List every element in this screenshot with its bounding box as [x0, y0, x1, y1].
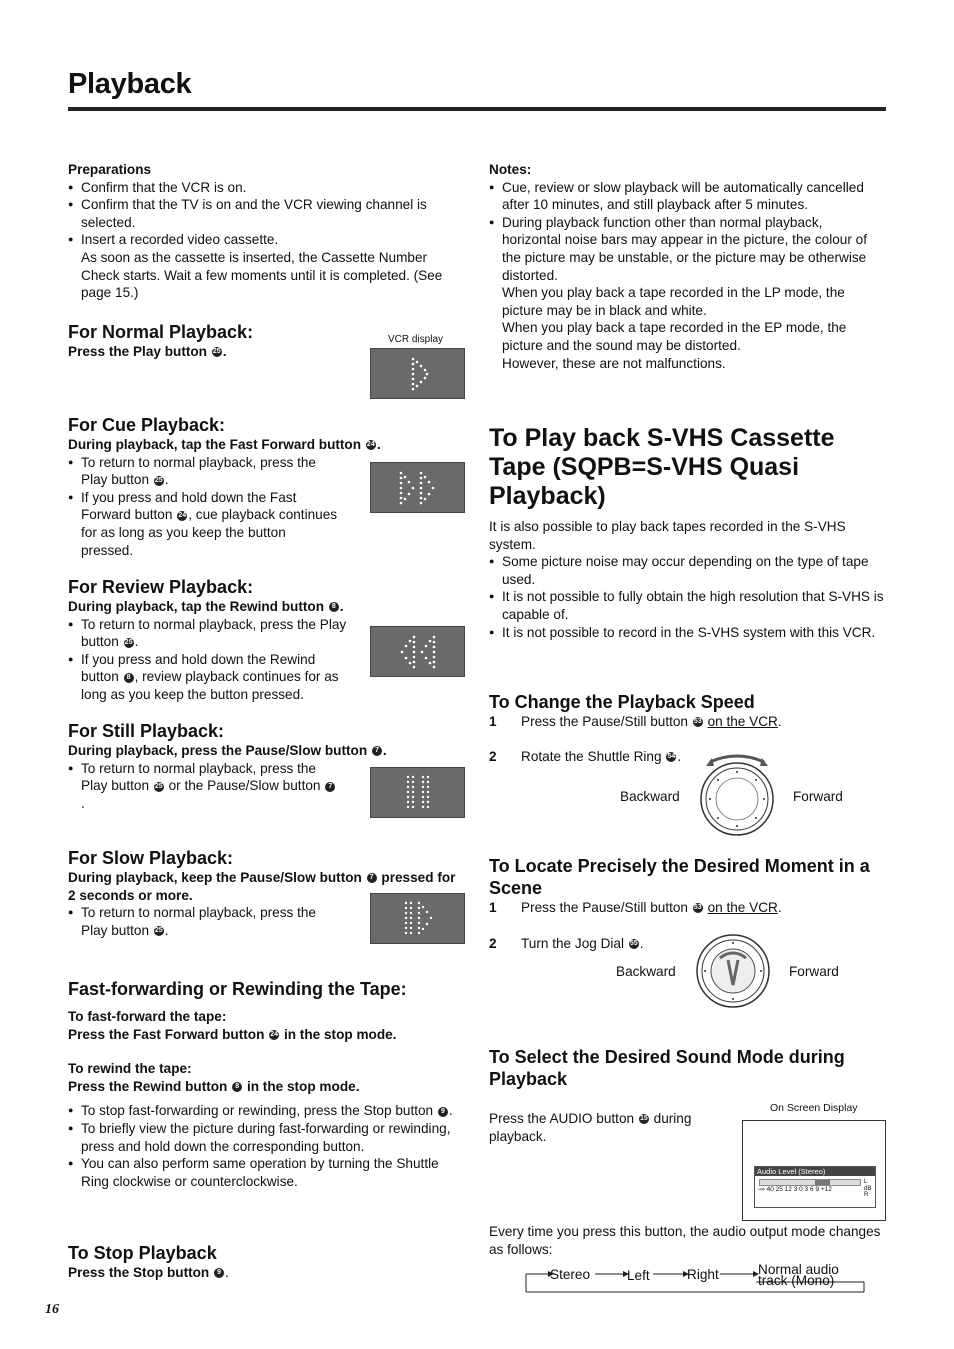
ff-instruction-end: in the stop mode.: [283, 1026, 397, 1042]
mode-left: Left: [627, 1268, 650, 1283]
button-number-icon: 8: [124, 673, 134, 683]
speed-backward-label: Backward: [620, 789, 680, 804]
locate-heading: To Locate Precisely the Desired Moment in a Scene: [489, 856, 870, 898]
button-number-icon: 7: [367, 873, 377, 883]
ff-bullet-3: ● You can also perform same operation by turning the Shuttle Ring clockwise or counterclockwise.: [68, 1155, 468, 1190]
mode-stereo: Stereo: [550, 1267, 591, 1282]
button-number-icon: 25: [124, 638, 133, 646]
cue-bullet-2: If you press and hold down the Fast Forward button: [81, 489, 297, 523]
slow-instruction-a: During playback, keep the Pause/Slow button: [68, 870, 362, 885]
stop-section: To Stop Playback Press the Stop button 9 .: [68, 1242, 448, 1282]
prep-item: ● Confirm that the TV is on and the VCR viewing channel is selected.: [68, 196, 463, 231]
mode-normal-mono: Normal audio track (Mono): [758, 1262, 839, 1288]
still-display-icon: [370, 767, 465, 818]
prep-note: As soon as the cassette is inserted, the Cassette Number Check starts. Wait a few moments until it is completed. (See page 15.): [81, 249, 443, 301]
step-number: 1: [489, 714, 497, 729]
button-number-icon: 55: [629, 940, 638, 947]
step-number: 2: [489, 935, 497, 951]
button-number-icon: 24: [270, 1031, 279, 1038]
page-number: 16: [45, 1302, 59, 1317]
sound-cycle-text: Every time you press this button, the audio output mode changes as follows:: [489, 1224, 881, 1257]
review-bullet-1: To return to normal playback, press the Play button: [81, 616, 347, 650]
audio-level-meter: [759, 1179, 861, 1186]
locate-step-2: Turn the Jog Dial: [521, 935, 625, 951]
button-number-icon: 8: [329, 602, 339, 612]
ff-rewind-section: Fast-forwarding or Rewinding the Tape: To fast-forward the tape: Press the Fast Forward button 24 in the stop mode. To rewind the tape: Press the Rewind button 8 in the stop mode. ● To stop fast-forwarding or rewinding, press the Stop button 9 . ● To briefly view the picture during fast-forwarding or rewinding, press and hold down the corresponding button. ● You can also perform same operation by turning the Shuttle Ring clockwise or counterclockwise.: [68, 978, 468, 1190]
review-instruction: During playback, tap the Rewind button: [68, 599, 325, 614]
audio-level-title: Audio Level (Stereo): [755, 1167, 875, 1176]
button-number-icon: 25: [154, 782, 163, 790]
button-number-icon: 25: [212, 348, 221, 356]
cue-display-icon: [370, 462, 465, 513]
audio-level-scale: -∞ 40 25 12 3 0 3 6 9 +12: [758, 1186, 832, 1193]
ff-bullet-1: To stop fast-forwarding or rewinding, press the Stop button: [81, 1103, 434, 1119]
preparations-section: [68, 161, 463, 302]
note-item: ● Cue, review or slow playback will be automatically cancelled after 10 minutes, and still playback after 5 minutes.: [489, 179, 884, 214]
speed-step-1-vcr: on the VCR: [707, 714, 778, 729]
vcr-display-caption: VCR display: [388, 334, 444, 345]
button-number-icon: 15: [639, 1115, 648, 1123]
svhs-item: ● It is not possible to fully obtain the high resolution that S-VHS is capable of.: [489, 588, 884, 623]
audio-level-box: [754, 1166, 876, 1208]
shuttle-ring-icon: [692, 748, 782, 838]
still-instruction: During playback, press the Pause/Slow button: [68, 743, 368, 758]
cue-heading: For Cue Playback:: [68, 415, 226, 435]
slow-playback-section: For Slow Playback: During playback, keep the Pause/Slow button 7 pressed for 2 seconds or more. ● To return to normal playback, press the Play button 25 .: [68, 847, 463, 939]
jog-backward-label: Backward: [616, 964, 676, 979]
sound-section: [489, 1046, 884, 1090]
jog-dial-icon: [688, 930, 778, 1010]
mode-right: Right: [687, 1267, 719, 1282]
jog-forward-label: Forward: [789, 964, 839, 979]
slow-instruction-b: pressed for 2 seconds or more.: [68, 870, 456, 903]
stop-heading: To Stop Playback: [68, 1243, 217, 1263]
note-item: ● During playback function other than normal playback, horizontal noise bars may appear in the picture, the colour of the picture may be unstable, or the picture may be otherwise distorted.: [489, 214, 884, 284]
speed-heading: To Change the Playback Speed: [489, 692, 755, 712]
svhs-intro: It is also possible to play back tapes recorded in the S-VHS system.: [489, 519, 846, 552]
note-extra: When you play back a tape recorded in the LP mode, the picture may be in black and white.: [502, 285, 845, 318]
sound-instruction-b: during playback.: [489, 1111, 692, 1144]
button-number-icon: 8: [232, 1082, 242, 1092]
cue-bullet-2-end: , cue playback continues for as long as you keep the button pressed.: [81, 507, 338, 558]
button-number-icon: 24: [366, 441, 375, 449]
step-number: 1: [489, 900, 497, 915]
svhs-heading: To Play back S-VHS Cassette Tape (SQPB=S-VHS Quasi Playback): [489, 424, 835, 510]
page-title: Playback: [68, 68, 192, 100]
still-bullet-1: To return to normal playback, press the Play button: [81, 760, 316, 794]
locate-step-1: Press the Pause/Still button: [521, 900, 688, 915]
cue-instruction: During playback, tap the Fast Forward button: [68, 437, 362, 452]
button-number-icon: 53: [693, 718, 702, 726]
button-number-icon: 25: [154, 927, 163, 935]
ff-instruction: Press the Fast Forward button: [68, 1026, 265, 1042]
sound-heading: To Select the Desired Sound Mode during Playback: [489, 1047, 845, 1089]
speed-forward-label: Forward: [793, 789, 843, 804]
button-number-icon: 7: [372, 746, 382, 756]
title-rule: [68, 107, 886, 111]
review-heading: For Review Playback:: [68, 577, 254, 597]
stop-instruction: Press the Stop button: [68, 1265, 210, 1280]
review-playback-section: For Review Playback: During playback, tap the Rewind button 8 . ● To return to normal playback, press the Play button 25 . ● If you press and hold down the Rewind button 8 , review playback continues for as long as you keep the button pressed.: [68, 576, 413, 704]
ff-sub-heading: To fast-forward the tape:: [68, 1009, 227, 1024]
step-number: 2: [489, 748, 497, 764]
button-number-icon: 24: [178, 511, 187, 519]
locate-step-1-vcr: on the VCR: [707, 900, 778, 915]
speed-step-2: Rotate the Shuttle Ring: [521, 748, 662, 764]
slow-heading: For Slow Playback:: [68, 848, 234, 868]
preparations-heading: Preparations: [68, 162, 152, 177]
notes-section: [489, 161, 884, 372]
speed-section: To Change the Playback Speed 1 Press the Pause/Still button 53 on the VCR. 2 Rotate the Shuttle Ring 54 .: [489, 691, 884, 765]
review-display-icon: [370, 626, 465, 677]
button-number-icon: 54: [667, 753, 676, 760]
svhs-item: ● It is not possible to record in the S-VHS system with this VCR.: [489, 624, 884, 642]
cue-playback-section: For Cue Playback: During playback, tap the Fast Forward button 24 . ● To return to normal playback, press the Play button 25 . ● If you press and hold down the Fast Forward button 24 , cue playback continues for as long as you keep the button pressed.: [68, 414, 413, 559]
normal-instruction: Press the Play button: [68, 344, 207, 359]
ff-heading: Fast-forwarding or Rewinding the Tape:: [68, 979, 407, 999]
note-extra: When you play back a tape recorded in the EP mode, the picture and the sound may be distorted.: [502, 320, 847, 353]
on-screen-display: [742, 1120, 886, 1221]
still-playback-section: For Still Playback: During playback, press the Pause/Slow button 7 . ● To return to normal playback, press the Play button 25 or the Pause/Slow button 7.: [68, 720, 413, 812]
speed-step-1: Press the Pause/Still button: [521, 714, 688, 729]
svhs-section: [489, 424, 884, 641]
review-bullet-2: If you press and hold down the Rewind button: [81, 651, 316, 685]
rew-sub-heading: To rewind the tape:: [68, 1061, 192, 1077]
button-number-icon: 53: [693, 904, 702, 912]
normal-playback-section: For Normal Playback: Press the Play button 25 .: [68, 321, 368, 361]
normal-heading: For Normal Playback:: [68, 322, 254, 342]
review-bullet-2-end: , review playback continues for as long as you keep the button pressed.: [81, 669, 339, 702]
audio-lr-label: L dB R: [864, 1179, 872, 1198]
osd-caption: On Screen Display: [770, 1102, 858, 1114]
note-extra: However, these are not malfunctions.: [502, 355, 726, 371]
button-number-icon: 25: [154, 476, 163, 484]
notes-heading: Notes:: [489, 162, 532, 177]
slow-display-icon: [370, 893, 465, 944]
slow-bullet-1: To return to normal playback, press the Play button: [81, 905, 316, 938]
button-number-icon: 9: [438, 1107, 448, 1117]
sound-instruction-a: Press the AUDIO button: [489, 1111, 635, 1126]
rew-instruction: Press the Rewind button: [68, 1078, 228, 1094]
play-display-icon: [370, 348, 465, 399]
button-number-icon: 9: [214, 1268, 224, 1278]
prep-item: ● Insert a recorded video cassette.: [68, 231, 463, 249]
rew-instruction-end: in the stop mode.: [246, 1078, 360, 1094]
ff-bullet-2: ● To briefly view the picture during fast-forwarding or rewinding, press and hold down the corresponding button.: [68, 1120, 468, 1155]
locate-section: To Locate Precisely the Desired Moment in a Scene 1 Press the Pause/Still button 53 on the VCR. 2 Turn the Jog Dial 55 .: [489, 855, 884, 952]
still-bullet-1-b: or the Pause/Slow button: [168, 778, 321, 794]
svhs-item: ● Some picture noise may occur depending on the type of tape used.: [489, 553, 884, 588]
button-number-icon: 7: [325, 782, 335, 792]
sound-instruction: [489, 1110, 729, 1145]
prep-item: ● Confirm that the VCR is on.: [68, 179, 463, 197]
still-heading: For Still Playback:: [68, 721, 225, 741]
cue-bullet-1: To return to normal playback, press the Play button: [81, 454, 316, 488]
